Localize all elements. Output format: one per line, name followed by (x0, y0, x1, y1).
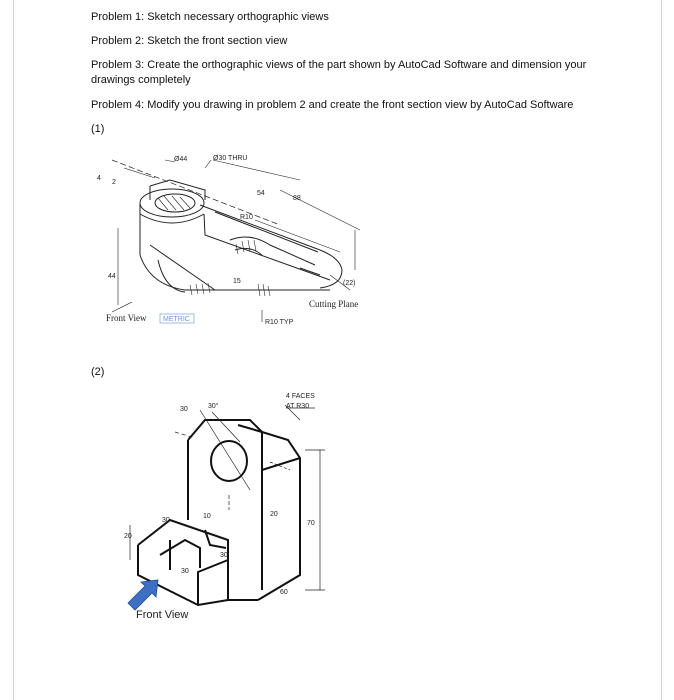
dim-20-right: 20 (270, 511, 278, 518)
dim-diameter-44: Ø44 (174, 156, 188, 163)
dim-angle-30: 30° (208, 403, 219, 410)
dim-diameter-30-thru: Ø30 THRU (213, 155, 248, 162)
front-view-label-2: Front View (136, 609, 189, 621)
dim-30-base: 30 (162, 517, 170, 524)
dim-70: 70 (307, 520, 315, 527)
dim-54: 54 (257, 190, 265, 197)
dim-30-top: 30 (180, 406, 188, 413)
problem-4-text: Problem 4: Modify you drawing in problem 2 and create the front section view by AutoCad Software (91, 99, 574, 111)
dim-88: 88 (293, 195, 301, 202)
problem-2-text: Problem 2: Sketch the front section view (91, 35, 288, 47)
figure-1-label: (1) (91, 123, 105, 135)
dim-10: 10 (203, 513, 211, 520)
metric-badge: METRIC (163, 316, 190, 323)
cutting-plane-label: Cutting Plane (309, 299, 359, 309)
dim-30-bottom: 30 (181, 568, 189, 575)
dim-22: (22) (343, 280, 356, 287)
dim-60: 60 (280, 589, 288, 596)
dim-r10: R10 (240, 214, 253, 221)
dim-r30: AT R30 (286, 403, 310, 410)
dim-20-left: 20 (124, 533, 132, 540)
front-view-label-1: Front View (106, 313, 147, 323)
dim-4-faces: 4 FACES (286, 393, 315, 400)
dim-r10-typ: R10 TYP (265, 319, 294, 326)
dim-30-notch: 30 (220, 552, 228, 559)
problem-3-text: Problem 3: Create the orthographic views of the part shown by AutoCad Software and dimension your drawings completely (91, 59, 587, 86)
dim-4: 4 (97, 175, 101, 182)
problem-1-text: Problem 1: Sketch necessary orthographic views (91, 11, 329, 23)
dim-44-height: 44 (108, 273, 116, 280)
dim-2: 2 (112, 179, 116, 186)
dim-15: 15 (233, 278, 241, 285)
figure-2-label: (2) (91, 366, 105, 378)
